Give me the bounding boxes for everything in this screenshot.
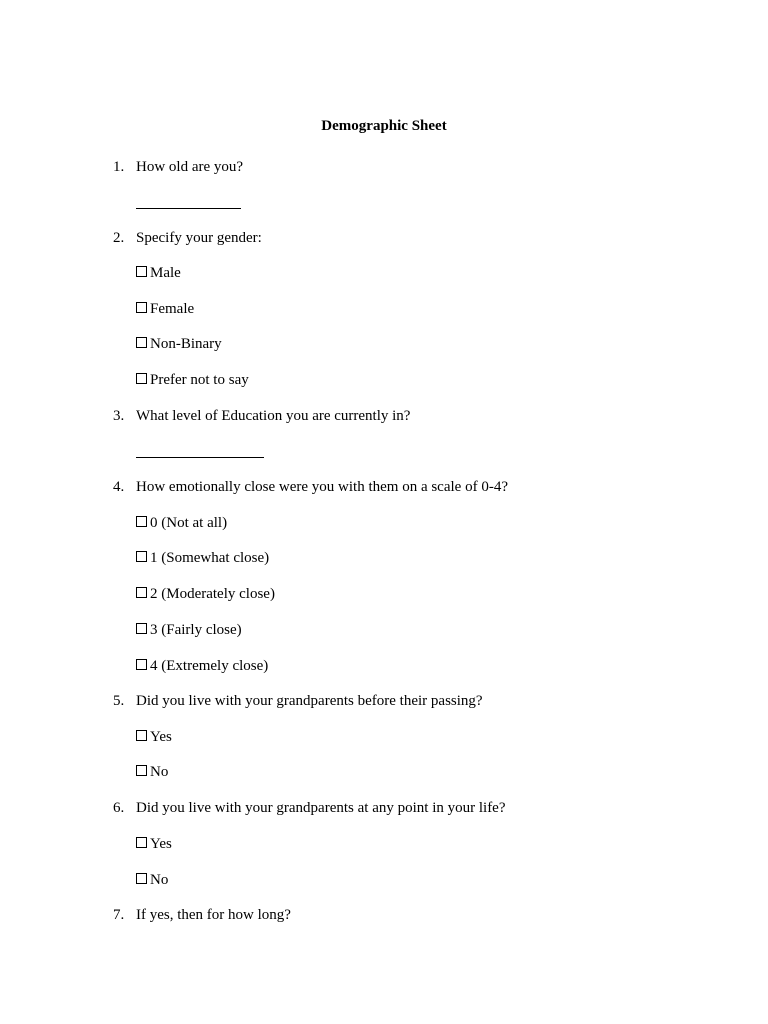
question-number: 4. [113,479,125,495]
question-number: 1. [113,159,125,175]
option-female[interactable] [136,299,194,319]
question-text: How old are you? [136,159,244,175]
option-label: 2 (Moderately close) [150,586,275,602]
question-number: 7. [113,907,125,923]
checkbox-icon[interactable] [136,551,147,562]
question-text: If yes, then for how long? [136,907,291,923]
checkbox-icon[interactable] [136,266,147,277]
option-label: Male [150,265,181,281]
page-title: Demographic Sheet [321,118,447,134]
question-text: Did you live with your grandparents before their passing? [136,693,483,709]
option-2-moderately-close[interactable] [136,584,275,604]
option-no[interactable] [136,870,168,890]
education-answer-blank[interactable] [136,457,264,458]
option-label: 4 (Extremely close) [150,658,269,674]
option-label: Yes [150,729,172,745]
option-label: Female [150,301,195,317]
checkbox-icon[interactable] [136,730,147,741]
question-number: 3. [113,408,125,424]
option-label: Yes [150,836,172,852]
question-text: What level of Education you are currently in? [136,408,411,424]
option-prefer-not-to-say[interactable] [136,370,249,390]
checkbox-icon[interactable] [136,873,147,884]
option-no[interactable] [136,762,168,782]
option-male[interactable] [136,263,181,283]
option-yes[interactable] [136,727,172,747]
question-text: Specify your gender: [136,230,262,246]
option-0-not-at-all[interactable] [136,513,227,533]
option-label: Prefer not to say [150,372,249,388]
option-label: No [150,764,169,780]
option-label: No [150,872,169,888]
checkbox-icon[interactable] [136,302,147,313]
option-3-fairly-close[interactable] [136,620,242,640]
option-label: 1 (Somewhat close) [150,550,270,566]
question-text: How emotionally close were you with them on a scale of 0-4? [136,479,508,495]
option-label: 0 (Not at all) [150,515,228,531]
option-1-somewhat-close[interactable] [136,548,269,568]
question-number: 6. [113,800,125,816]
checkbox-icon[interactable] [136,765,147,776]
option-4-extremely-close[interactable] [136,656,268,676]
option-label: 3 (Fairly close) [150,622,242,638]
checkbox-icon[interactable] [136,623,147,634]
option-non-binary[interactable] [136,334,222,354]
checkbox-icon[interactable] [136,516,147,527]
question-text: Did you live with your grandparents at any point in your life? [136,800,506,816]
checkbox-icon[interactable] [136,837,147,848]
checkbox-icon[interactable] [136,587,147,598]
checkbox-icon[interactable] [136,337,147,348]
question-number: 5. [113,693,125,709]
option-label: Non-Binary [150,336,222,352]
age-answer-blank[interactable] [136,208,241,209]
option-yes[interactable] [136,834,172,854]
checkbox-icon[interactable] [136,373,147,384]
checkbox-icon[interactable] [136,659,147,670]
question-number: 2. [113,230,125,246]
